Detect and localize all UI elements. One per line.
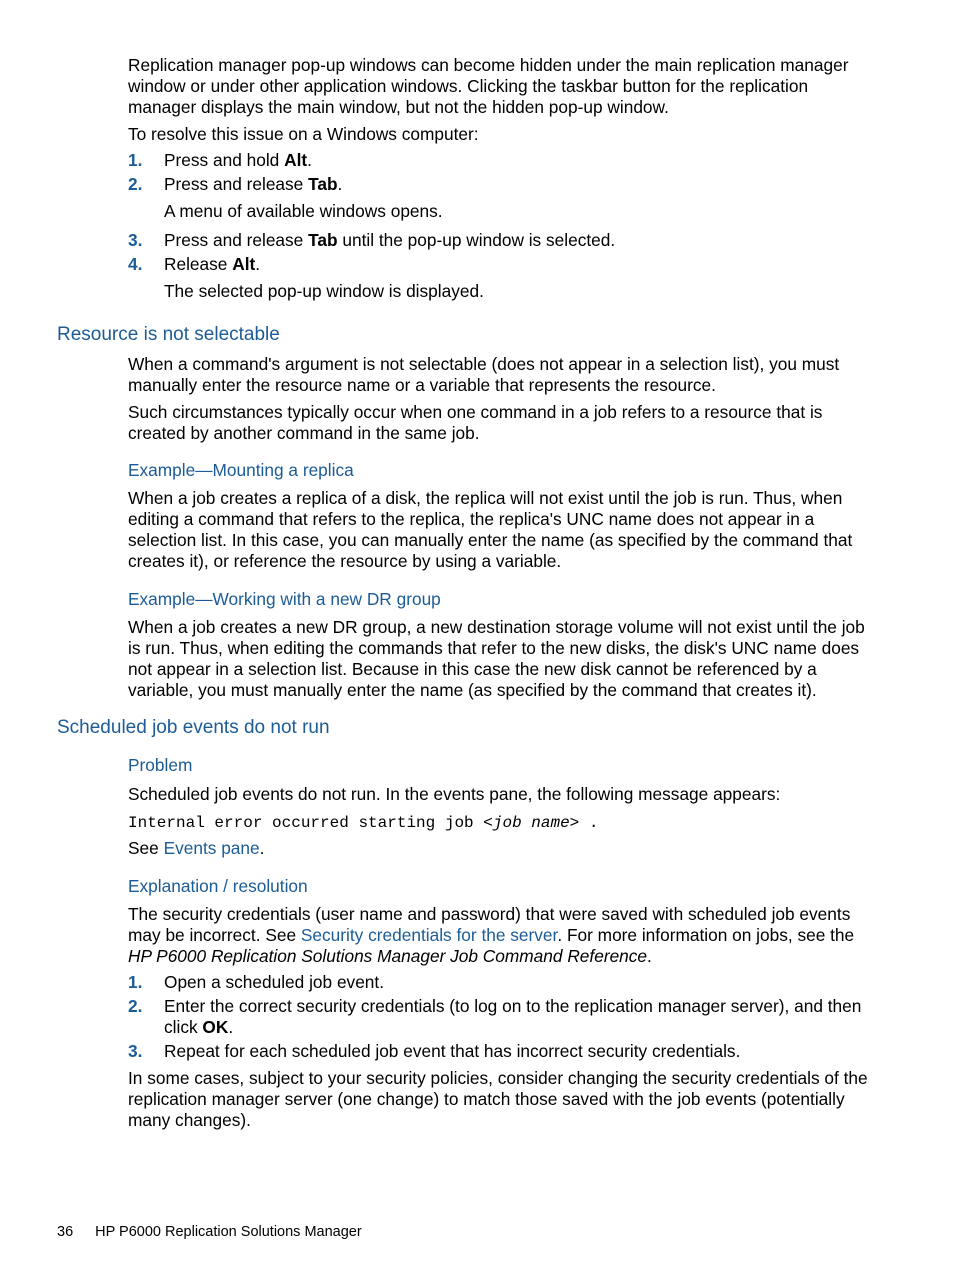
step-text: Release [164,254,233,274]
step-punct: . [255,254,261,274]
example-heading-dr-group: Example—Working with a new DR group [128,589,441,609]
step-text: Press and release [164,230,309,250]
step-number: 1. [128,972,143,992]
key-name: Tab [308,230,338,250]
step-2-result: A menu of available windows opens. [164,201,443,221]
step-text: Press and hold [164,150,285,170]
key-name: Alt [232,254,256,274]
step-number: 3. [128,230,143,250]
step-number: 4. [128,254,143,274]
code-variable: <job name> [483,814,580,832]
events-pane-link[interactable]: Events pane [163,838,260,858]
step-text: Press and release [164,174,309,194]
step-text: Repeat for each scheduled job event that has incorrect security credentials. [164,1041,741,1061]
example-text-replica: When a job creates a replica of a disk, the replica will not exist until the job is run. Thus, when editing a command that refers to the replica, the replica's UNC name does not appear in a selection list. In this case, you can manually enter the name (as specified by the command that creates it), or reference the resource by using a variable. [128,488,853,571]
section-heading-resource: Resource is not selectable [57,324,280,345]
page-footer [57,1222,362,1242]
step-punct: . [337,174,343,194]
step-text: Open a scheduled job event. [164,972,385,992]
problem-text: Scheduled job events do not run. In the events pane, the following message appears: [128,784,781,804]
intro-paragraph: Replication manager pop-up windows can become hidden under the main replication manager window or under other application windows. Clicking the taskbar button for the replication manager displays the main window, but not the hidden pop-up window. [128,55,849,117]
error-message-code [128,813,598,834]
step-4-result: The selected pop-up window is displayed. [164,281,484,301]
key-name: Tab [308,174,338,194]
key-name: Alt [284,150,308,170]
see-prefix: See [128,838,164,858]
code-text: Internal error occurred starting job [128,814,484,832]
explanation-text [128,904,873,967]
explanation-part: The security credentials (user name and password) that were saved with scheduled job events may be incorrect. See [128,904,851,945]
intro-instruction: To resolve this issue on a Windows computer: [128,124,479,144]
security-credentials-link[interactable]: Security credentials for the server [300,925,558,945]
example-heading-replica: Example—Mounting a replica [128,460,354,480]
step-number: 1. [128,150,143,170]
explanation-part: . [647,946,652,966]
closing-paragraph: In some cases, subject to your security policies, consider changing the security credentials of the replication manager server (one change) to match those saved with the job events (potentially many changes). [128,1068,868,1130]
code-suffix: . [579,814,599,832]
problem-heading: Problem [128,755,193,775]
resource-paragraph-1: When a command's argument is not selectable (does not appear in a selection list), you must manually enter the resource name or a variable that represents the resource. [128,354,840,395]
see-suffix: . [259,838,265,858]
step-punct: . [307,150,312,170]
step-text: Enter the correct security credentials (to log on to the replication manager server), and then click [164,996,862,1037]
explanation-part: . For more information on jobs, see the [557,925,855,945]
resource-paragraph-2: Such circumstances typically occur when one command in a job refers to a resource that is created by another command in the same job. [128,402,823,443]
step-punct: until the pop-up window is selected. [337,230,616,250]
example-text-dr-group: When a job creates a new DR group, a new destination storage volume will not exist until the job is run. Thus, when editing the commands that refer to the new disks, the disk's UNC name does not appear in a selection list. Because in this case the new disk cannot be referenced by a variable, you must manually enter the name (as specified by the command that creates it). [128,617,865,700]
page-number: 36 [57,1224,74,1240]
step-punct: . [228,1017,234,1037]
step-number: 3. [128,1041,143,1061]
step-number: 2. [128,174,143,194]
document-title: HP P6000 Replication Solutions Manager [95,1224,362,1240]
see-also [128,838,873,859]
key-name: OK [202,1017,229,1037]
explanation-heading: Explanation / resolution [128,876,308,896]
section-heading-scheduled: Scheduled job events do not run [57,717,330,738]
reference-title: HP P6000 Replication Solutions Manager Job Command Reference [128,946,648,966]
step-number: 2. [128,996,143,1016]
